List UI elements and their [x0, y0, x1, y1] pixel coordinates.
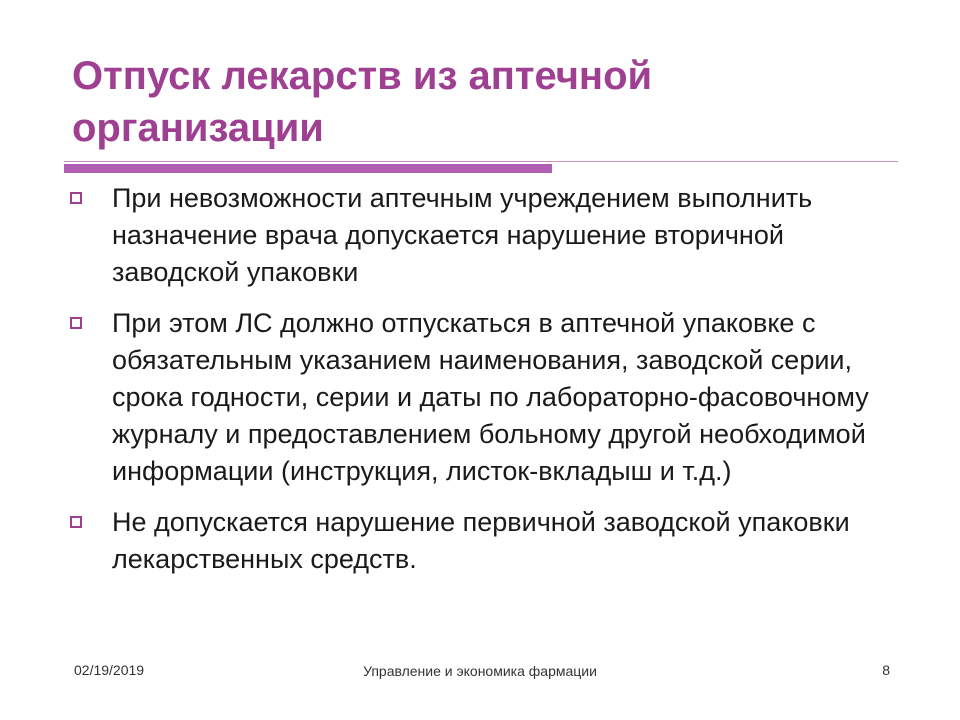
bullet-text: Не допускается нарушение первичной заводской упаковки лекарственных средств. — [112, 507, 850, 574]
title-divider-thick — [64, 164, 552, 173]
bullet-item — [68, 305, 908, 490]
slide-title: Отпуск лекарств из аптечной организации — [72, 54, 653, 150]
bullet-text: При невозможности аптечным учреждением выполнить назначение врача допускается нарушение вторичной заводской упаковки — [112, 183, 813, 287]
square-bullet-icon — [70, 192, 82, 204]
footer-course: Управление и экономика фармации — [363, 663, 597, 679]
footer-page-number: 8 — [882, 662, 890, 678]
bullet-list — [68, 180, 908, 592]
square-bullet-icon — [70, 516, 82, 528]
footer-date: 02/19/2019 — [74, 662, 145, 678]
title-divider-thin — [64, 161, 898, 162]
square-bullet-icon — [70, 317, 82, 329]
bullet-item — [68, 180, 908, 291]
bullet-item — [68, 504, 908, 578]
bullet-text: При этом ЛС должно отпускаться в аптечной упаковке с обязательным указанием наименования, заводской серии, срока годности, серии и даты по лабораторно-фасовочному журналу и предоставлением больному другой необходимой информации (инструкция, листок-вкладыш и т.д.) — [112, 308, 869, 486]
